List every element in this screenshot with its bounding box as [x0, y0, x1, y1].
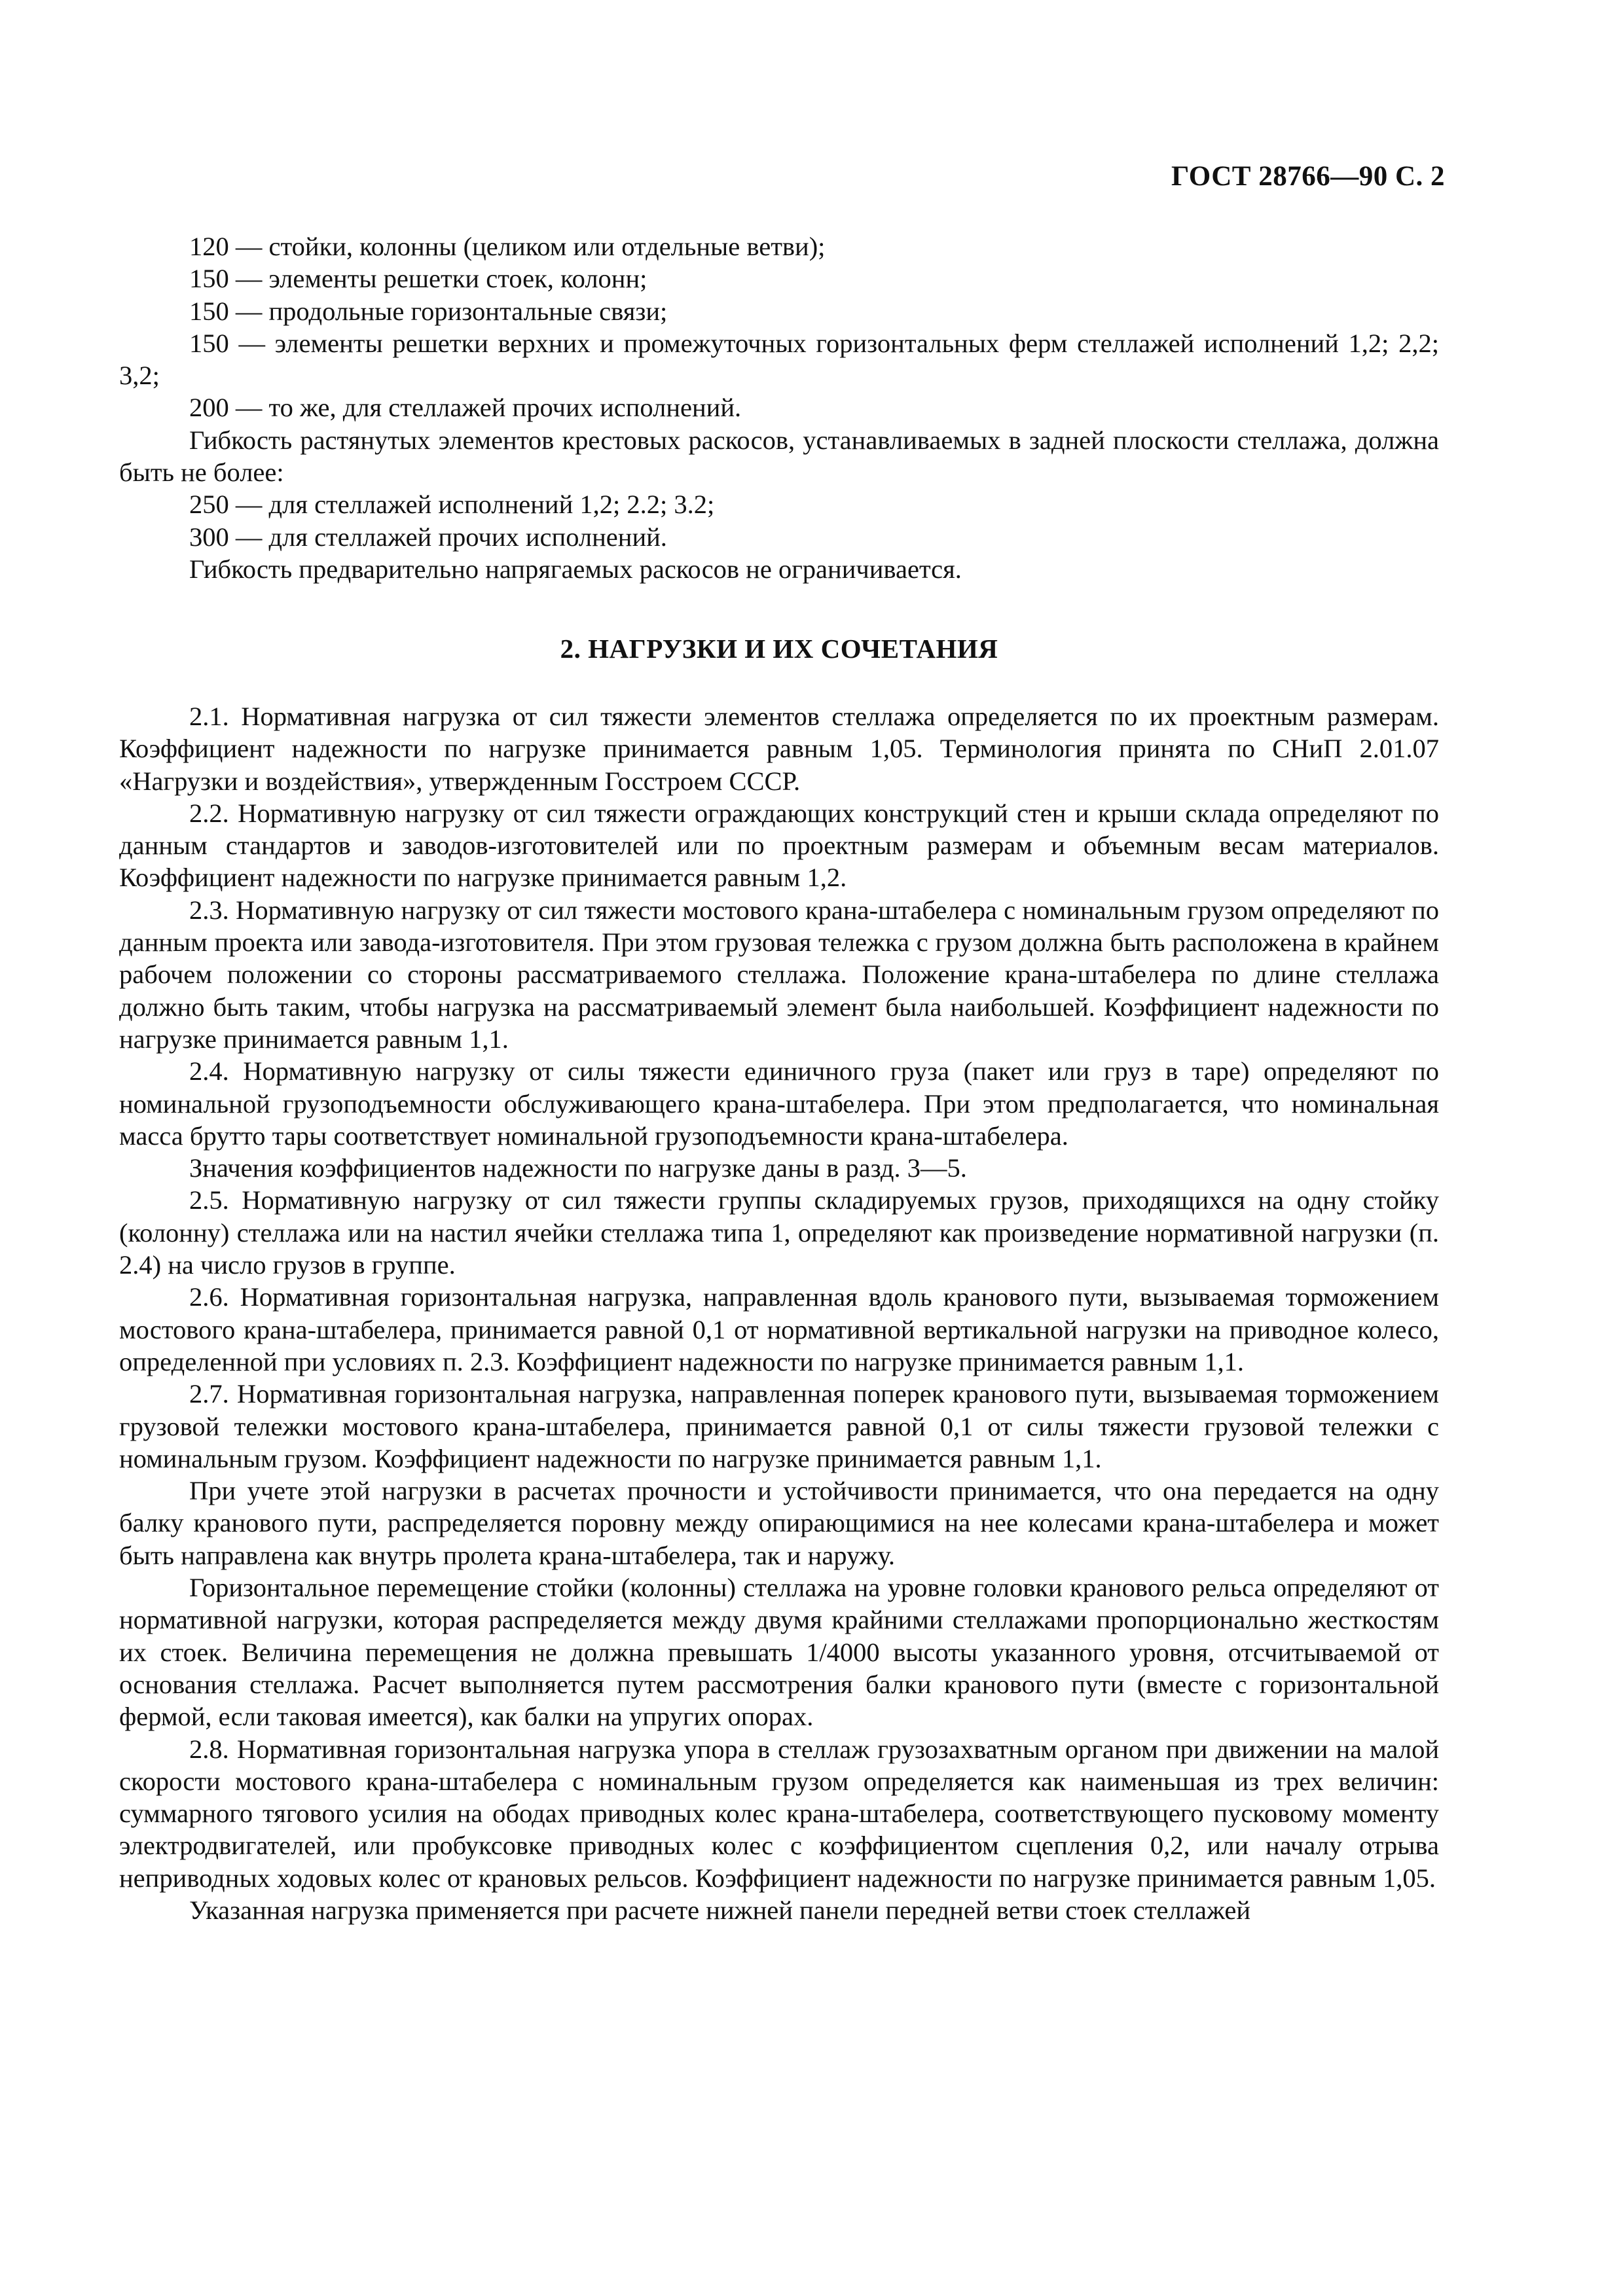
section-paragraph: При учете этой нагрузки в расчетах прочности и устойчивости принимается, что она передается на одну балку кранового пути, распределяется поровну между опирающимися на нее колесами крана-штабелера и может быть направлена как внутрь пролета крана-штабелера, так и наружу.: [119, 1476, 1439, 1570]
intro-text: [119, 230, 1439, 585]
intro-paragraph: 250 — для стеллажей исполнений 1,2; 2.2; 3.2;: [189, 490, 715, 520]
intro-paragraph: Гибкость растянутых элементов крестовых раскосов, устанавливаемых в задней плоскости стеллажа, должна быть не более:: [119, 425, 1439, 488]
intro-paragraph: Гибкость предварительно напрягаемых раскосов не ограничивается.: [189, 554, 962, 584]
section-body: [119, 700, 1439, 1926]
intro-paragraph: 150 — элементы решетки стоек, колонн;: [189, 264, 647, 294]
section-title: 2. НАГРУЗКИ И ИХ СОЧЕТАНИЯ: [560, 634, 998, 664]
section-paragraph: 2.4. Нормативную нагрузку от силы тяжести единичного груза (пакет или груз в таре) определяют по номинальной грузоподъемности обслуживающего крана-штабелера. При этом предполагается, что номинальная масса брутто тары соответствует номинальной грузоподъемности крана-штабелера.: [119, 1056, 1439, 1151]
intro-paragraph: 150 — элементы решетки верхних и промежуточных горизонтальных ферм стеллажей исполнений 1,2; 2,2; 3,2;: [119, 328, 1439, 391]
section-paragraph: Значения коэффициентов надежности по нагрузке даны в разд. 3—5.: [189, 1153, 967, 1183]
section-paragraph: 2.5. Нормативную нагрузку от сил тяжести группы складируемых грузов, приходящихся на одну стойку (колонну) стеллажа или на настил ячейки стеллажа типа 1, определяют как произведение нормативной нагрузки (п. 2.4) на число грузов в группе.: [119, 1185, 1439, 1280]
intro-paragraph: 150 — продольные горизонтальные связи;: [189, 296, 668, 326]
section-paragraph: 2.8. Нормативная горизонтальная нагрузка упора в стеллаж грузозахватным органом при движении на малой скорости мостового крана-штабелера с номинальным грузом определяется как наименьшая из трех величин: суммарного тягового усилия на ободах приводных колес крана-штабелера, соответствующего пусковому моменту электродвигателей, или пробуксовке приводных колес с коэффициентом сцепления 0,2, или началу отрыва неприводных ходовых колес от крановых рельсов. Коэффициент надежности по нагрузке принимается равным 1,05.: [119, 1734, 1439, 1893]
section-paragraph: 2.1. Нормативная нагрузка от сил тяжести элементов стеллажа определяется по их проектным размерам. Коэффициент надежности по нагрузке принимается равным 1,05. Терминология принята по СНиП 2.01.07 «Нагрузки и воздействия», утвержденным Госстроем СССР.: [119, 702, 1439, 796]
section-paragraph: 2.7. Нормативная горизонтальная нагрузка, направленная поперек кранового пути, вызываемая торможением грузовой тележки мостового крана-штабелера, принимается равной 0,1 от силы тяжести грузовой тележки с номинальным грузом. Коэффициент надежности по нагрузке принимается равным 1,1.: [119, 1379, 1439, 1473]
section-paragraph: Горизонтальное перемещение стойки (колонны) стеллажа на уровне головки кранового рельса определяют от нормативной нагрузки, которая распределяется между двумя крайними стеллажами пропорционально жесткостям их стоек. Величина перемещения не должна превышать 1/4000 высоты указанного уровня, отсчитываемой от основания стеллажа. Расчет выполняется путем рассмотрения балки кранового пути (вместе с горизонтальной фермой, если таковая имеется), как балки на упругих опорах.: [119, 1573, 1439, 1732]
intro-paragraph: 120 — стойки, колонны (целиком или отдельные ветви);: [189, 232, 826, 261]
section-paragraph: Указанная нагрузка применяется при расчете нижней панели передней ветви стоек стеллажей: [189, 1895, 1251, 1925]
section-paragraph: 2.2. Нормативную нагрузку от сил тяжести ограждающих конструкций стен и крыши склада определяют по данным стандартов и заводов-изготовителей или по проектным размерам и объемным весам материалов. Коэффициент надежности по нагрузке принимается равным 1,2.: [119, 798, 1439, 893]
page-header: ГОСТ 28766—90 С. 2: [1171, 161, 1445, 192]
intro-paragraph: 200 — то же, для стеллажей прочих исполнений.: [189, 393, 742, 423]
intro-paragraph: 300 — для стеллажей прочих исполнений.: [189, 522, 667, 552]
section-paragraph: 2.3. Нормативную нагрузку от сил тяжести мостового крана-штабелера с номинальным грузом определяют по данным проекта или завода-изготовителя. При этом грузовая тележка с грузом должна быть расположена в крайнем рабочем положении со стороны рассматриваемого стеллажа. Положение крана-штабелера по длине стеллажа должно быть таким, чтобы нагрузка на рассматриваемый элемент была наибольшей. Коэффициент надежности по нагрузке принимается равным 1,1.: [119, 895, 1439, 1054]
section-paragraph: 2.6. Нормативная горизонтальная нагрузка, направленная вдоль кранового пути, вызываемая торможением мостового крана-штабелера, принимается равной 0,1 от нормативной вертикальной нагрузки на приводное колесо, определенной при условиях п. 2.3. Коэффициент надежности по нагрузке принимается равным 1,1.: [119, 1282, 1439, 1376]
